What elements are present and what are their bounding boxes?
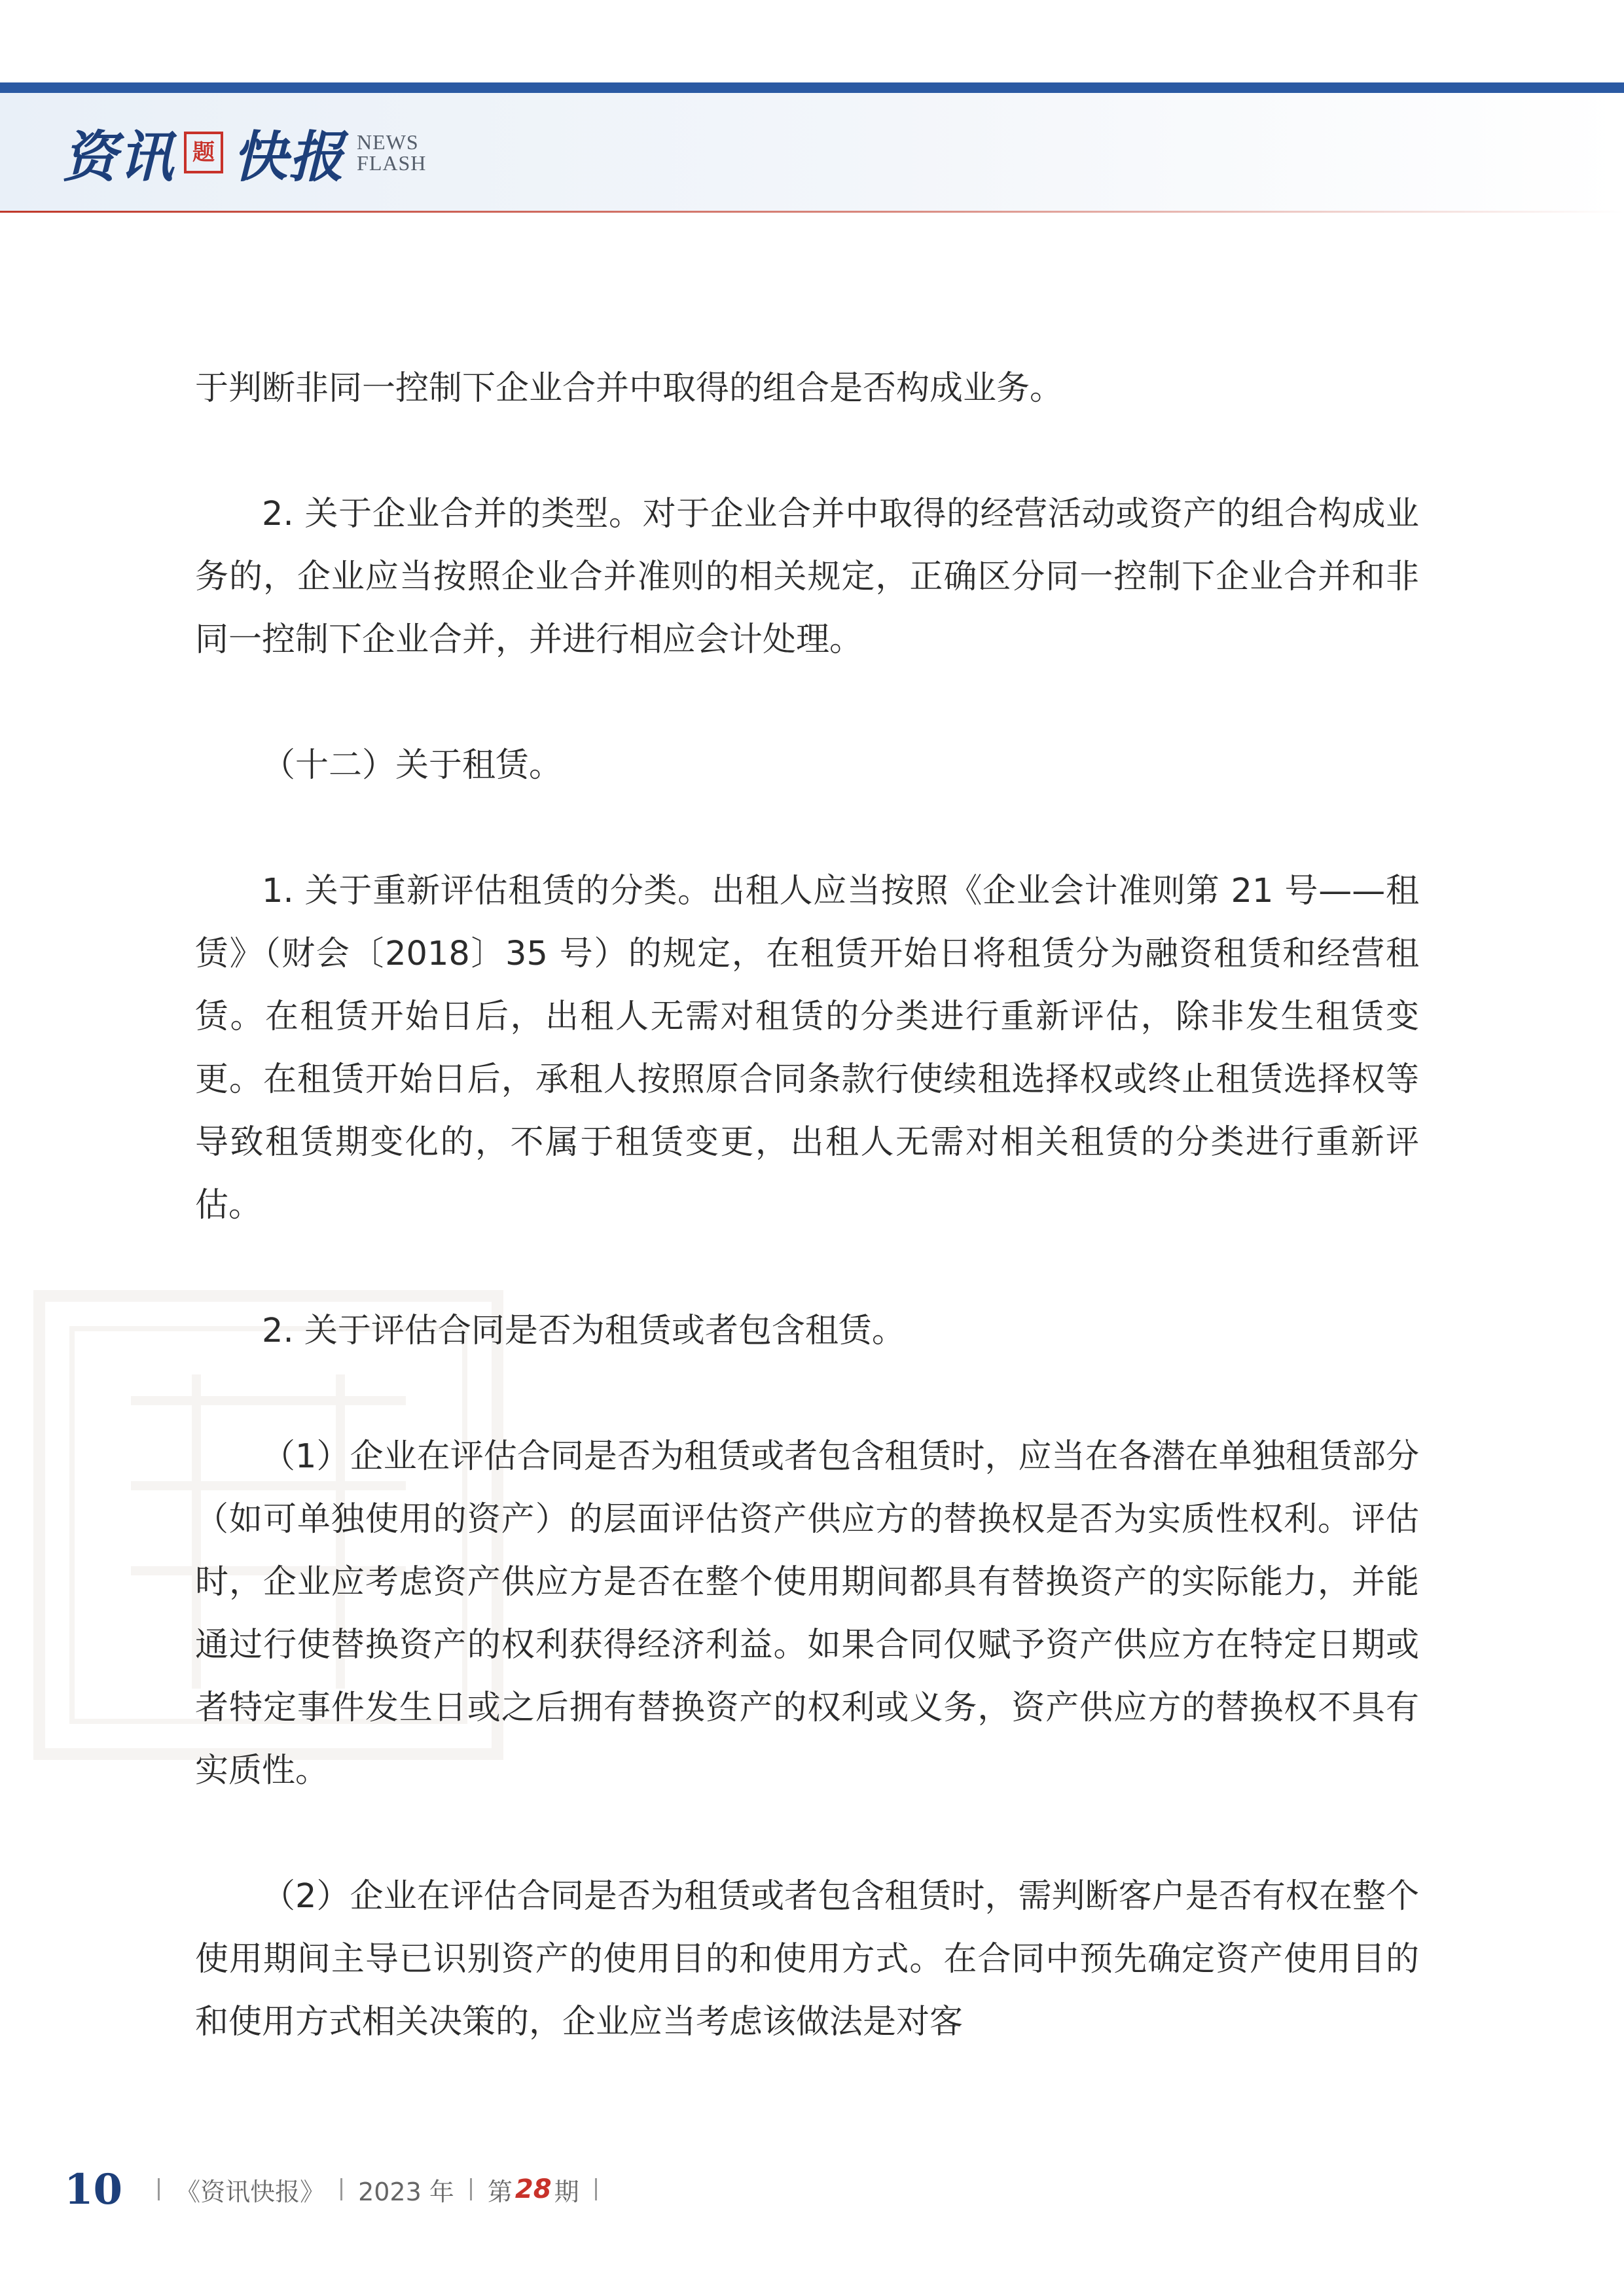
paragraph-5: （1）企业在评估合同是否为租赁或者包含租赁时，应当在各潜在单独租赁部分（如可单独使用的资产）的层面评估资产供应方的替换权是否为实质性权利。评估时，企业应考虑资产供应方是否在整个使用期间都具有替换资产的实际能力，并能通过行使替换资产的权利获得经济利益。如果合同仅赋予资产供应方在特定日期或者特定事件发生日或之后拥有替换资产的权利或义务，资产供应方的替换权不具有实质性。 [195, 1437, 1419, 1790]
paragraph-6: （2）企业在评估合同是否为租赁或者包含租赁时，需判断客户是否有权在整个使用期间主导已识别资产的使用目的和使用方式。在合同中预先确定资产使用目的和使用方式相关决策的，企业应当考虑该做法是对客 [195, 1877, 1419, 2041]
seal-icon: 题 [184, 132, 223, 173]
footer-issue-suffix: 期 [554, 2177, 579, 2206]
publication-logo [62, 117, 426, 188]
footer-publication: 《资讯快报》 [175, 2177, 325, 2206]
footer-separator [595, 2178, 597, 2200]
logo-title-part1: 资讯 [62, 124, 175, 189]
page-number: 10 [64, 2164, 123, 2214]
footer-separator [470, 2178, 472, 2200]
paragraph-1: 于判断非同一控制下企业合并中取得的组合是否构成业务。 [195, 369, 1064, 408]
footer-issue-number: 28 [514, 2174, 552, 2204]
paragraph-2: 2. 关于企业合并的类型。对于企业合并中取得的经营活动或资产的组合构成业务的，企业应当按照企业合并准则的相关规定，正确区分同一控制下企业合并和非同一控制下企业合并，并进行相应会计处理。 [195, 495, 1419, 659]
news-label-line2: FLASH [357, 151, 427, 175]
footer-separator [340, 2178, 342, 2200]
paragraph-3: 1. 关于重新评估租赁的分类。出租人应当按照《企业会计准则第 21 号——租赁》（财会〔2018〕35 号）的规定，在租赁开始日将租赁分为融资租赁和经营租赁。在租赁开始日后，出租人无需对租赁的分类进行重新评估，除非发生租赁变更。在租赁开始日后，承租人按照原合同条款行使续租选择权或终止租赁选择权等导致租赁期变化的，不属于租赁变更，出租人无需对相关租赁的分类进行重新评估。 [195, 872, 1419, 1225]
page-footer [64, 2160, 613, 2219]
article-body [195, 357, 1419, 2054]
header-top-rule [0, 82, 1624, 93]
footer-issue-prefix: 第 [487, 2177, 513, 2206]
header-divider [0, 211, 1624, 213]
footer-year: 2023 年 [358, 2177, 454, 2206]
news-label-line1: NEWS [357, 130, 419, 154]
section-heading-lease: （十二）关于租赁。 [262, 746, 563, 785]
paragraph-4: 2. 关于评估合同是否为租赁或者包含租赁。 [262, 1312, 905, 1350]
logo-title-part2: 快报 [232, 124, 346, 189]
footer-separator [158, 2178, 160, 2200]
news-flash-label [357, 132, 426, 173]
